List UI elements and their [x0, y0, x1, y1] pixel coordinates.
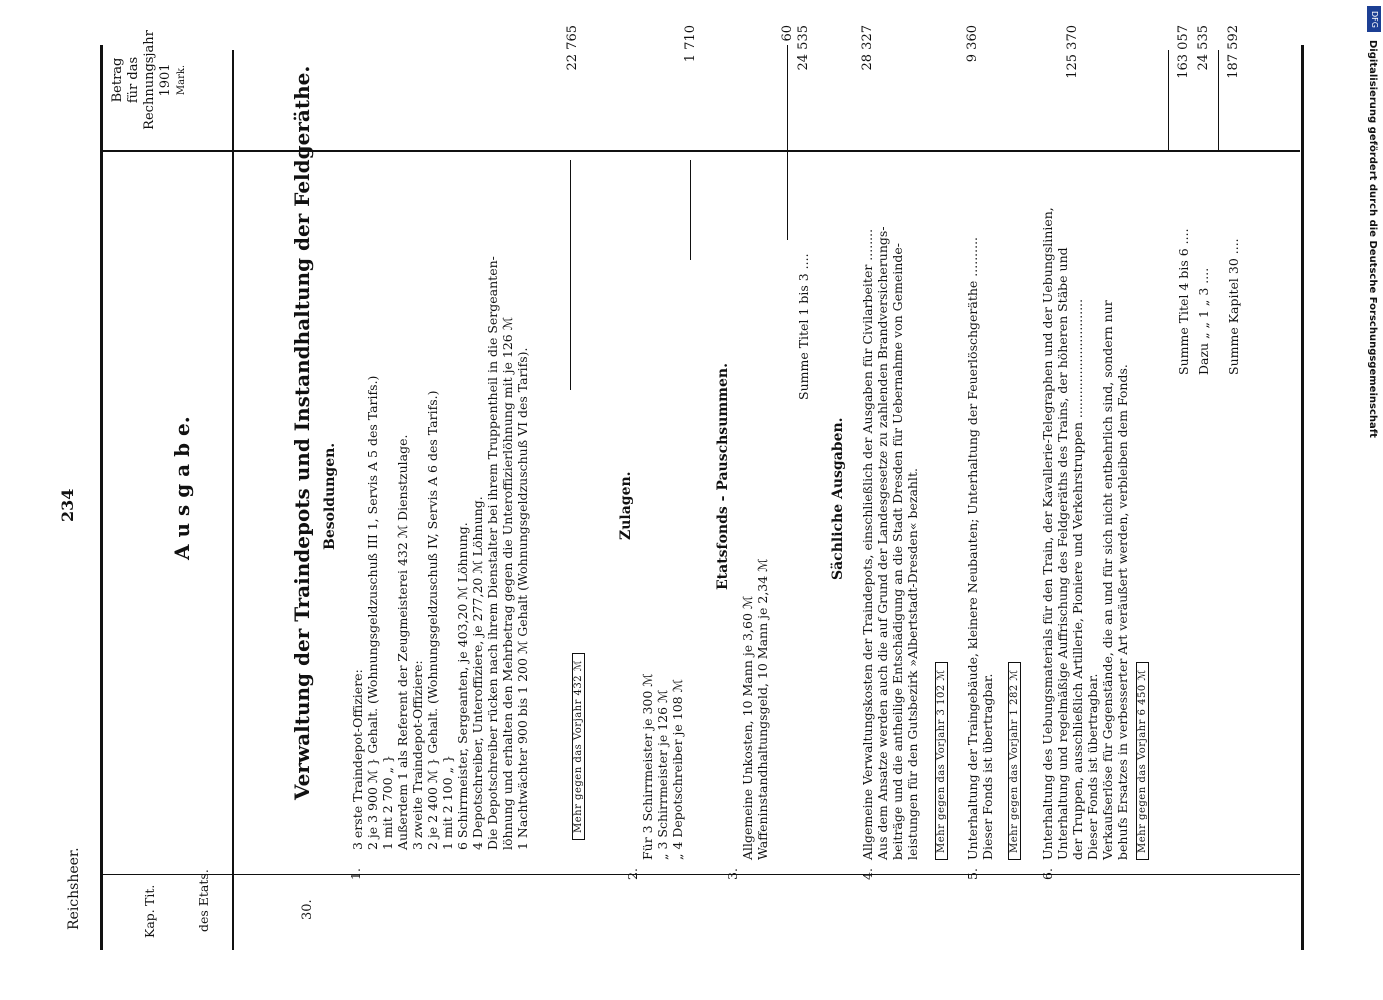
text-line: beiträge und die antheilige Entschädigung an die Stadt Dresden für Uebernahme von Gemeinde-	[890, 243, 905, 860]
section-title: A u s g a b e.	[170, 416, 194, 560]
text-line: 3 erste Traindepot-Offiziere:	[350, 669, 365, 850]
text-line: Dieser Fonds ist übertragbar.	[980, 673, 995, 860]
text-line: Dieser Fonds ist übertragbar.	[1085, 673, 1100, 860]
difference-note: Mehr gegen das Vorjahr 6 450 ℳ	[1136, 662, 1149, 860]
text-line: Unterhaltung des Uebungsmaterials für den Train, der Kavallerie-Telegraphen und der Uebungslinien,	[1040, 207, 1055, 860]
margin-credit	[1365, 0, 1383, 1000]
sum-amount: 163 057	[1176, 25, 1191, 79]
title-body	[640, 673, 685, 860]
sum-label: Dazu „ „ 1 „ 3 ....	[1196, 267, 1211, 375]
title-heading: Sächliche Ausgaben.	[830, 417, 846, 580]
chapter-number: 30.	[300, 899, 315, 920]
text-line: 1 Nachtwächter 900 bis 1 200 ℳ Gehalt (Wohnungsgeldzuschuß VI des Tarifs).	[515, 347, 530, 850]
text-line: Waffeninstandhaltungsgeld, 10 Mann je 2,34 ℳ	[755, 558, 770, 860]
text-line: Außerdem 1 als Referent der Zeugmeisterei 432 ℳ Dienstzulage.	[395, 434, 410, 850]
sum-amount: 187 592	[1226, 25, 1241, 79]
text-line: „ 4 Depotschreiber je 108 ℳ	[670, 679, 685, 860]
col-header-kap: Kap.	[142, 909, 157, 938]
amount-header-line: für das	[126, 56, 141, 104]
difference-note: Mehr gegen das Vorjahr 432 ℳ	[572, 653, 585, 840]
text-line: Für 3 Schirrmeister je 300 ℳ	[640, 673, 655, 860]
text-line: Unterhaltung der Traingebäude, kleinere Neubauten; Unterhaltung der Feuerlöschgeräthe ..........	[965, 236, 980, 860]
title-number: 4.	[860, 868, 875, 880]
col-header-tit: Tit.	[142, 884, 157, 906]
text-line: 3 zweite Traindepot-Offiziere:	[410, 660, 425, 850]
text-line: leistungen für den Gutsbezirk »Albertstadt-Dresden« bezahlt.	[905, 468, 920, 860]
col-header-amount	[110, 15, 190, 145]
header-left: Reichsheer.	[66, 847, 82, 930]
sum-amount: 24 535	[1196, 25, 1211, 71]
text-line: Die Depotschreiber rücken nach ihrem Dienstalter bei ihrem Truppentheil in die Sergeanten-	[485, 256, 500, 850]
dfg-logo: DFG	[1367, 6, 1381, 32]
top-rule	[100, 45, 103, 950]
chapter-title: Verwaltung der Traindepots und Instandhaltung der Feldgeräthe.	[290, 65, 314, 800]
total-rule	[1168, 50, 1169, 150]
col-divider-amount	[100, 150, 1300, 152]
text-line: 4 Depotschreiber, Unteroffiziere, je 277,20 ℳ Löhnung.	[470, 496, 485, 850]
sum-amount: 24 535	[796, 25, 811, 71]
text-line: 1 mit 2 100 „ }	[440, 755, 455, 850]
amount-value: 28 327	[860, 25, 875, 71]
page-number: 234	[58, 488, 77, 522]
title-number: 1.	[348, 868, 363, 880]
sum-label: Summe Titel 4 bis 6 ....	[1176, 228, 1191, 375]
amount-value: 60	[780, 25, 795, 42]
text-line: löhnung und erhalten den Mehrbetrag gegen die Unteroffizierlöhnung mit je 126 ℳ	[500, 316, 515, 850]
text-line: Unterhaltung und regelmäßige Auffrischung des Feldgeräths des Trains, der höheren Stäbe und	[1055, 247, 1070, 860]
amount-value: 125 370	[1065, 25, 1080, 79]
margin-credit-text: Digitalisierung gefördert durch die Deutsche Forschungsgemeinschaft	[1367, 40, 1378, 438]
text-line: Verkaufserlöse für Gegenstände, die an und für sich nicht entbehrlich sind, sondern nur	[1100, 300, 1115, 860]
amount-header-line: Betrag	[110, 57, 125, 103]
title-heading: Etatsfonds - Pauschsummen.	[715, 363, 731, 590]
title-heading: Zulagen.	[618, 471, 634, 540]
amount-value: 9 360	[965, 25, 980, 63]
title-body	[1040, 207, 1130, 860]
text-line: „ 3 Schirrmeister je 126 ℳ	[655, 689, 670, 860]
title-number: 5.	[965, 868, 980, 880]
bottom-rule	[1301, 45, 1304, 950]
text-line: behufs Ersatzes in verbesserter Art veräußert werden, verbleiben dem Fonds.	[1115, 364, 1130, 860]
text-line: 2 je 2 400 ℳ } Gehalt. (Wohnungsgeldzuschuß IV, Servis A 6 des Tarifs.)	[425, 390, 440, 850]
sum-label: Summe Titel 1 bis 3 ....	[796, 253, 811, 400]
text-line: Allgemeine Verwaltungskosten der Traindepots, einschließlich der Ausgaben für Civilarbeiter ........	[860, 228, 875, 860]
text-line: 6 Schirrmeister, Sergeanten, je 403,20 ℳ Löhnung.	[455, 522, 470, 850]
text-line: 2 je 3 900 ℳ } Gehalt. (Wohnungsgeldzuschuß III 1, Servis A 5 des Tarifs.)	[365, 375, 380, 850]
title-body	[860, 226, 920, 860]
text-line: 1 mit 2 700 „ }	[380, 755, 395, 850]
subtotal-rule	[690, 160, 691, 260]
text-line: Allgemeine Unkosten, 10 Mann je 3,60 ℳ	[740, 595, 755, 860]
title-number: 6.	[1040, 868, 1055, 880]
subtotal-rule	[570, 160, 571, 390]
sum-label: Summe Kapitel 30 ....	[1226, 238, 1241, 375]
amount-value: 22 765	[565, 25, 580, 71]
title-number: 3.	[725, 868, 740, 880]
col-header-etat: des Etats.	[196, 869, 211, 932]
total-rule	[1218, 50, 1219, 150]
title-heading: Besoldungen.	[322, 442, 338, 550]
amount-unit: Mark.	[176, 64, 187, 96]
title-body	[740, 558, 770, 860]
amount-header-line: 1901	[158, 63, 173, 97]
title-body	[350, 256, 530, 850]
difference-note: Mehr gegen das Vorjahr 3 102 ℳ	[935, 662, 948, 860]
text-line: der Truppen, ausschließlich Artillerie, Pioniere und Verkehrstruppen ..............................	[1070, 298, 1085, 860]
title-body	[965, 237, 995, 860]
title-number: 2.	[625, 868, 640, 880]
header-bottom-rule	[232, 50, 234, 950]
col-divider-kap	[100, 874, 1300, 875]
text-line: Aus dem Ansatze werden auch die auf Grund der Landesgesetze zu zahlenden Brandversicherungs-	[875, 226, 890, 860]
subtotal-rule	[787, 45, 788, 240]
difference-note: Mehr gegen das Vorjahr 1 282 ℳ	[1008, 662, 1021, 860]
amount-value: 1 710	[683, 25, 698, 63]
amount-header-line: Rechnungsjahr	[142, 30, 157, 130]
